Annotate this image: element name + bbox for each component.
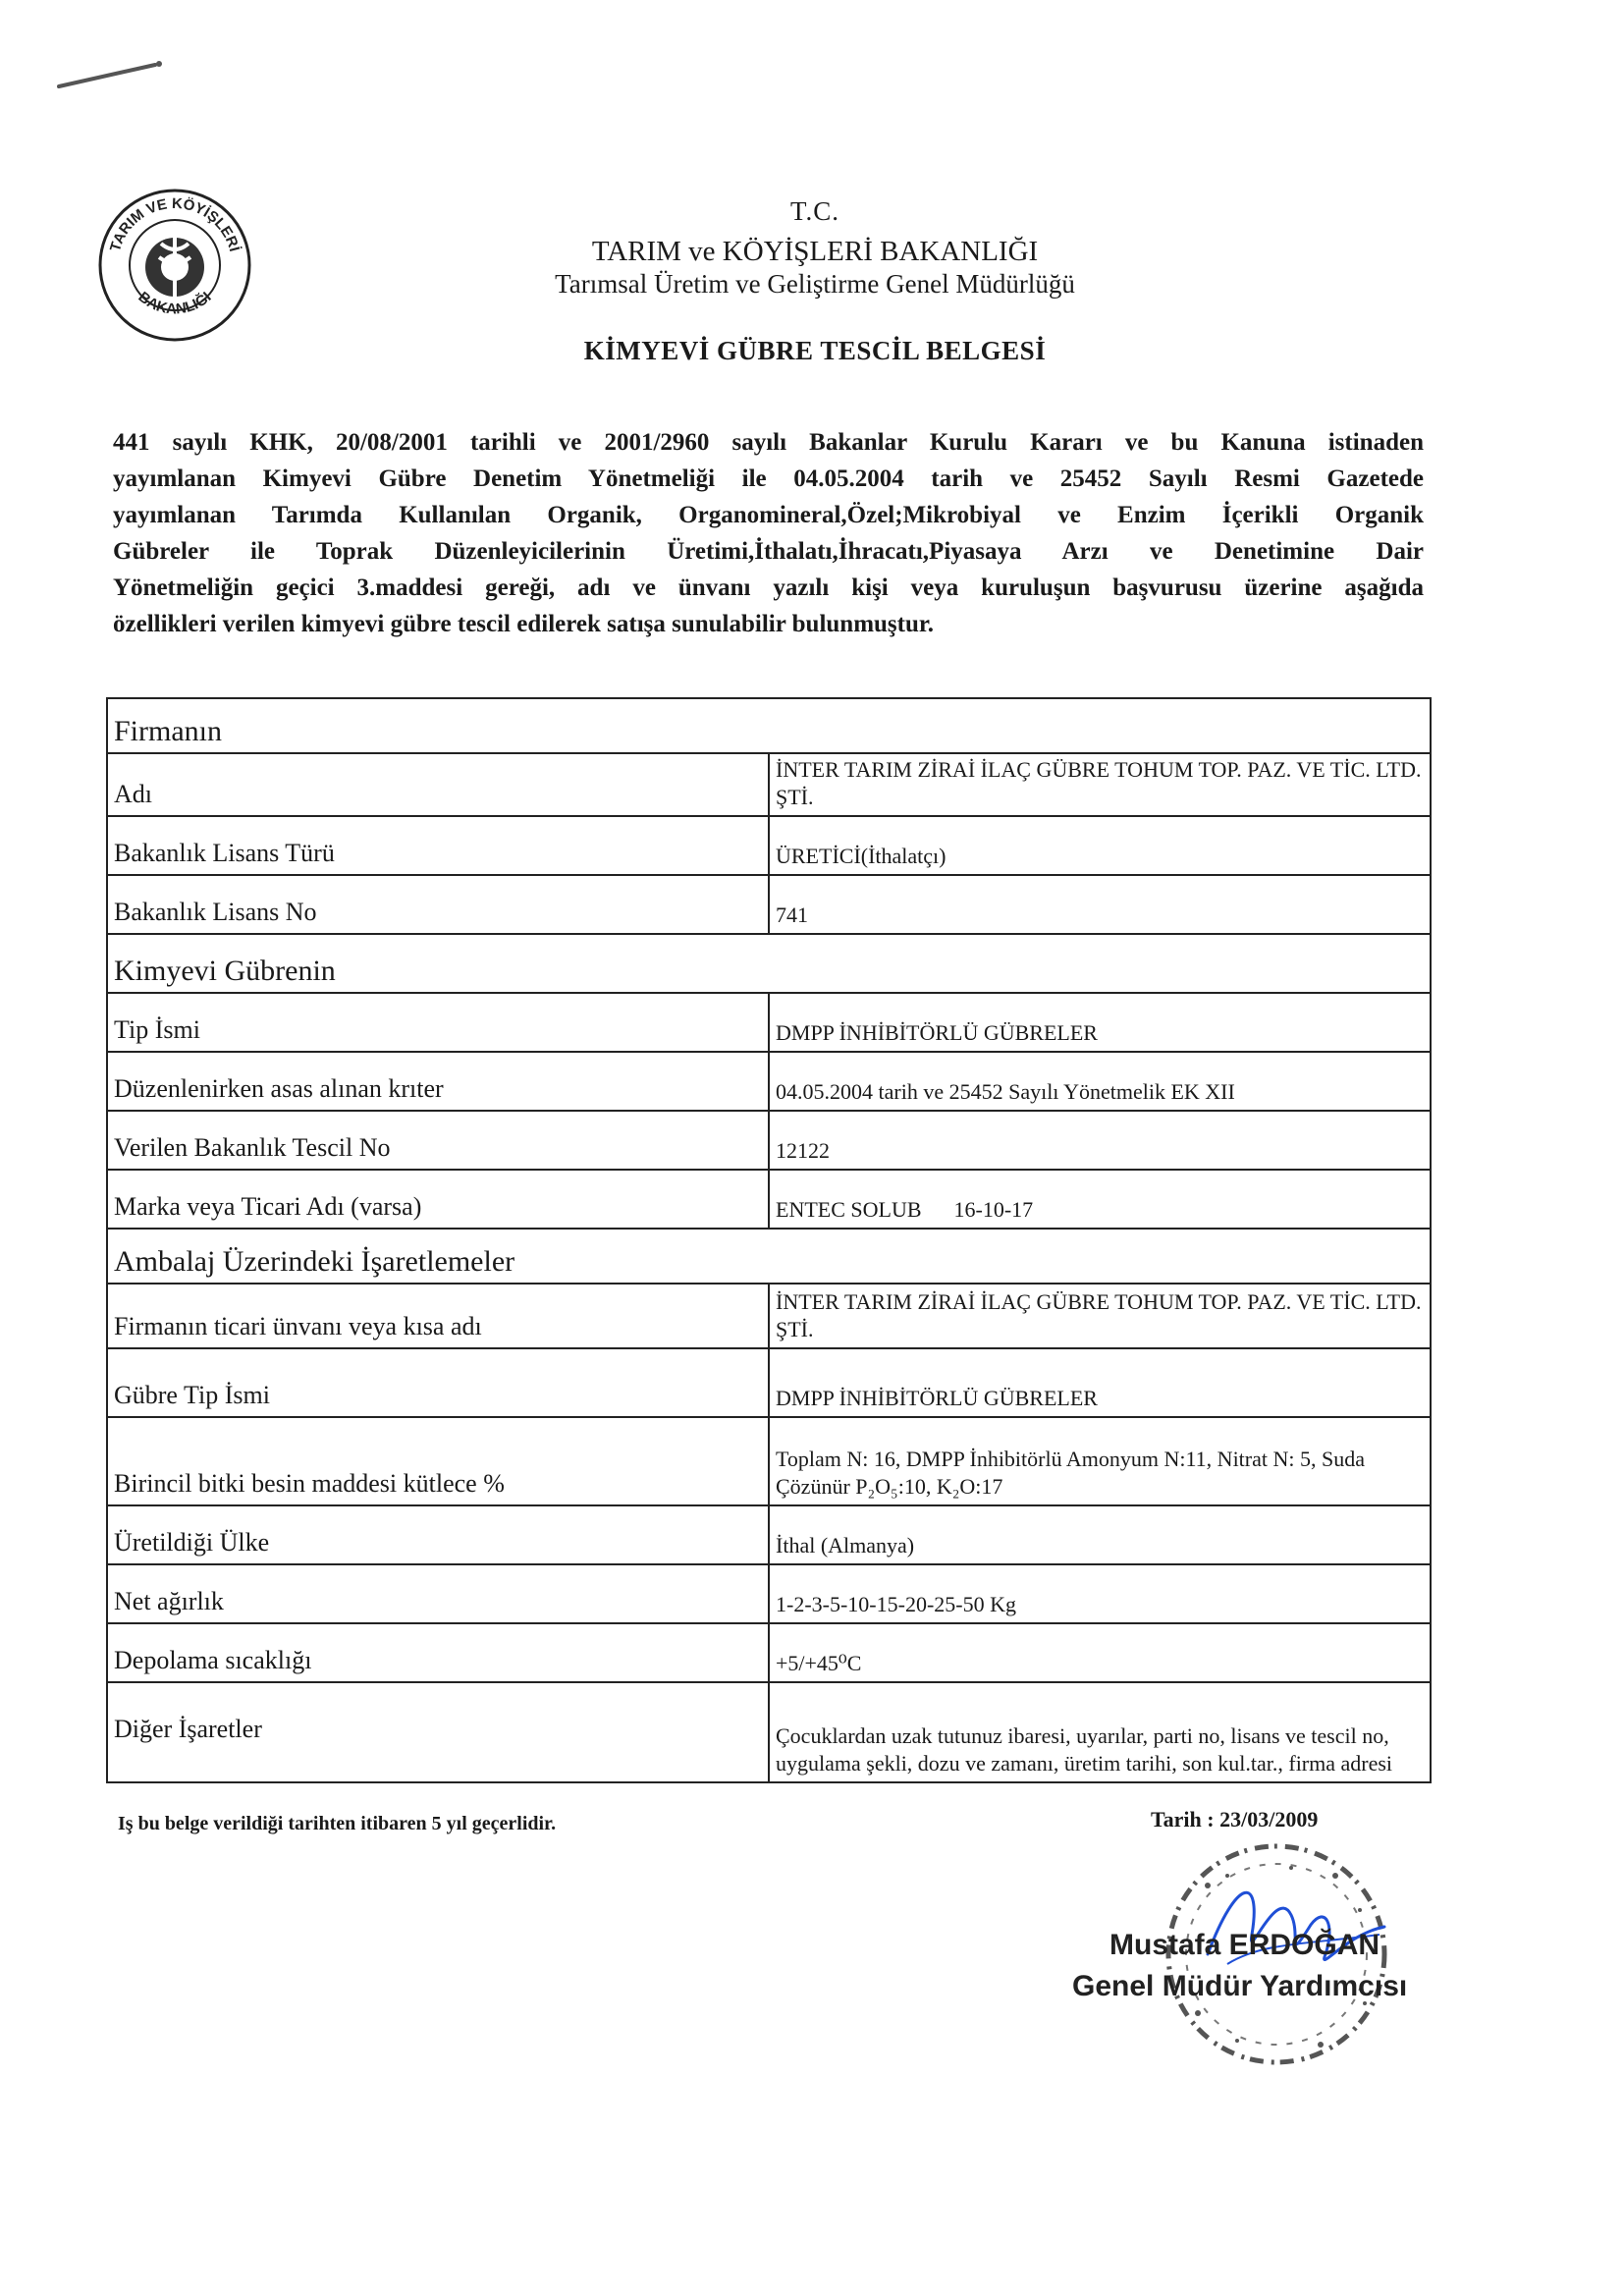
value-origin-country: İthal (Almanya) bbox=[769, 1505, 1431, 1564]
label-storage-temp: Depolama sıcaklığı bbox=[107, 1623, 769, 1682]
value-license-no: 741 bbox=[769, 875, 1431, 934]
header-ministry: TARIM ve KÖYİŞLERİ BAKANLIĞI bbox=[591, 236, 1039, 267]
value-fertilizer-type: DMPP İNHİBİTÖRLÜ GÜBRELER bbox=[769, 1348, 1431, 1417]
intro-line: Yönetmeliğin geçici 3.maddesi gereği, adı ve ünvanı yazılı kişi veya kuruluşun başvurusu üzerine aşağıda bbox=[113, 574, 1424, 601]
intro-line: yayımlanan Kimyevi Gübre Denetim Yönetmeliği ile 04.05.2004 tarih ve 25452 Sayılı Resmi Gazetede bbox=[113, 465, 1424, 492]
label-registration-no: Verilen Bakanlık Tescil No bbox=[107, 1111, 769, 1170]
pen-mark bbox=[57, 57, 175, 96]
value-criteria: 04.05.2004 tarih ve 25452 Sayılı Yönetmelik EK XII bbox=[769, 1052, 1431, 1111]
label-brand-name: Marka veya Ticari Adı (varsa) bbox=[107, 1170, 769, 1229]
label-license-no: Bakanlık Lisans No bbox=[107, 875, 769, 934]
section-fertilizer: Kimyevi Gübrenin bbox=[107, 934, 1431, 993]
intro-line: yayımlanan Tarımda Kullanılan Organik, Organomineral,Özel;Mikrobiyal ve Enzim İçerikli Organik bbox=[113, 502, 1424, 528]
document-title: KİMYEVİ GÜBRE TESCİL BELGESİ bbox=[583, 336, 1047, 365]
registration-table bbox=[106, 697, 1432, 1783]
value-trade-title: İNTER TARIM ZİRAİ İLAÇ GÜBRE TOHUM TOP. PAZ. VE TİC. LTD. ŞTİ. bbox=[769, 1284, 1431, 1348]
value-license-type: ÜRETİCİ(İthalatçı) bbox=[769, 816, 1431, 875]
value-brand-name: ENTEC SOLUB 16-10-17 bbox=[769, 1170, 1431, 1229]
value-nutrient-content: Toplam N: 16, DMPP İnhibitörlü Amonyum N:11, Nitrat N: 5, Suda Çözünür P₂O₅:10, K₂O:17 bbox=[769, 1417, 1431, 1505]
intro-line: özellikleri verilen kimyevi gübre tescil edilerek satışa sunulabilir bulunmuştur. bbox=[113, 611, 934, 637]
header-directorate: Tarımsal Üretim ve Geliştirme Genel Müdürlüğü bbox=[555, 269, 1075, 299]
intro-paragraph bbox=[113, 424, 1424, 642]
value-storage-temp: +5/+45⁰C bbox=[769, 1623, 1431, 1682]
label-type-name: Tip İsmi bbox=[107, 993, 769, 1052]
signatory-name: Mustafa ERDOĞAN bbox=[1109, 1929, 1380, 1961]
label-criteria: Düzenlenirken asas alınan krıter bbox=[107, 1052, 769, 1111]
value-firm-name: İNTER TARIM ZİRAİ İLAÇ GÜBRE TOHUM TOP. PAZ. VE TİC. LTD. ŞTİ. bbox=[769, 753, 1431, 816]
section-packaging: Ambalaj Üzerindeki İşaretlemeler bbox=[107, 1229, 1431, 1284]
label-other-markings: Diğer İşaretler bbox=[107, 1682, 769, 1782]
intro-line: Gübreler ile Toprak Düzenleyicilerinin Üretimi,İthalatı,İhracatı,Piyasaya Arzı ve Denetimine Dair bbox=[113, 538, 1424, 565]
value-type-name: DMPP İNHİBİTÖRLÜ GÜBRELER bbox=[769, 993, 1431, 1052]
label-net-weight: Net ağırlık bbox=[107, 1564, 769, 1623]
label-origin-country: Üretildiği Ülke bbox=[107, 1505, 769, 1564]
seal-bottom-text: BAKANLIĞI bbox=[135, 288, 215, 318]
label-trade-title: Firmanın ticari ünvanı veya kısa adı bbox=[107, 1284, 769, 1348]
header-tc: T.C. bbox=[790, 196, 839, 226]
ministry-seal-logo bbox=[96, 187, 253, 344]
intro-line: 441 sayılı KHK, 20/08/2001 tarihli ve 2001/2960 sayılı Bakanlar Kurulu Kararı ve bu Kanuna istinaden bbox=[113, 429, 1424, 456]
label-firm-name: Adı bbox=[107, 753, 769, 816]
value-other-markings: Çocuklardan uzak tutunuz ibaresi, uyarılar, parti no, lisans ve tescil no, uygulama şekli, dozu ve zamanı, üretim tarihi, son kul.tar., firma adresi bbox=[769, 1682, 1431, 1782]
validity-note: Iş bu belge verildiği tarihten itibaren 5 yıl geçerlidir. bbox=[118, 1813, 557, 1834]
value-registration-no: 12122 bbox=[769, 1111, 1431, 1170]
label-license-type: Bakanlık Lisans Türü bbox=[107, 816, 769, 875]
signatory-title: Genel Müdür Yardımcısı bbox=[1072, 1970, 1408, 2002]
issue-date: Tarih : 23/03/2009 bbox=[1151, 1807, 1319, 1831]
seal-top-text: TARIM VE KÖYİŞLERİ bbox=[106, 194, 243, 254]
value-net-weight: 1-2-3-5-10-15-20-25-50 Kg bbox=[769, 1564, 1431, 1623]
label-nutrient-content: Birincil bitki besin maddesi kütlece % bbox=[107, 1417, 769, 1505]
label-fertilizer-type: Gübre Tip İsmi bbox=[107, 1348, 769, 1417]
section-firm: Firmanın bbox=[107, 698, 1431, 753]
